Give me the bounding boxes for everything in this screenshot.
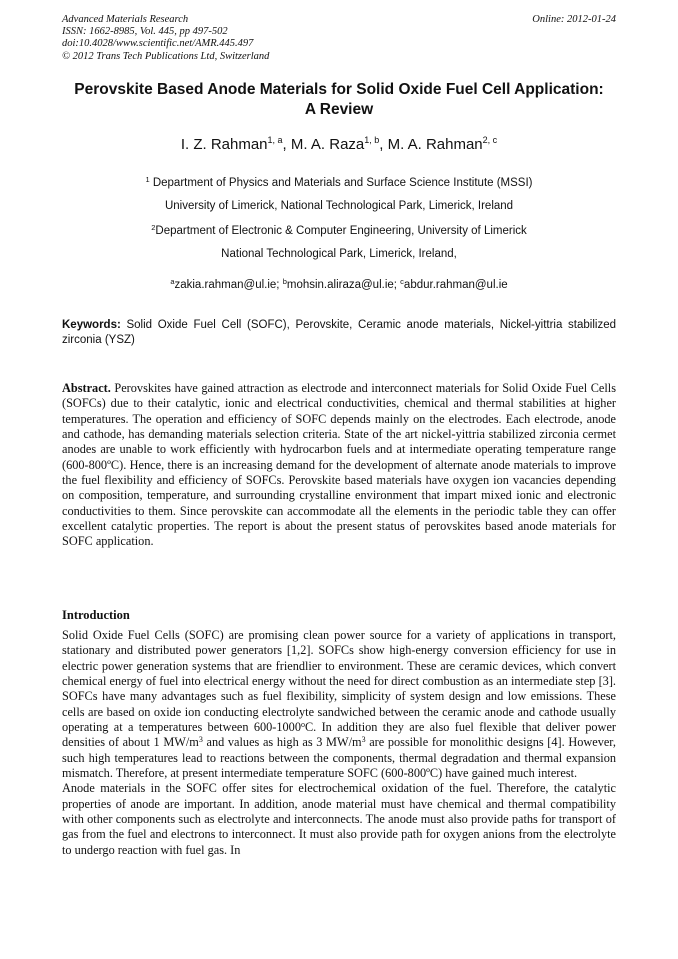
affiliation-2-line-2: National Technological Park, Limerick, Ireland, — [221, 248, 457, 260]
title-line-1: Perovskite Based Anode Materials for Solid Oxide Fuel Cell Application: — [74, 81, 604, 98]
paper-title — [40, 80, 638, 120]
cubic-sup: 3 — [361, 735, 366, 745]
author-separator: , — [282, 136, 291, 153]
copyright-line: © 2012 Trans Tech Publications Ltd, Switzerland — [62, 50, 270, 62]
affiliation-2-sup: 2 — [151, 223, 156, 232]
author-name: M. A. Rahman — [387, 136, 483, 153]
doi-line: doi:10.4028/www.scientific.net/AMR.445.497 — [62, 38, 254, 50]
title-line-2: A Review — [304, 101, 374, 118]
introduction-paragraph-2: Anode materials in the SOFC offer sites for electrochemical oxidation of the fuel. Therefore, the catalytic properties of anode are important. In addition, anode material must have chemical and thermal compatibility with other components such as electrolyte and interconnects. The anode must also provide paths for transport of gas from the fuel and electrons to interconnect. It must also provide path for oxygen anions from the electrolyte to undergo reaction with fuel gas. In — [62, 781, 616, 857]
abstract-label: Abstract. — [62, 381, 111, 395]
author-name: I. Z. Rahman — [180, 136, 268, 153]
introduction-paragraph-1: Solid Oxide Fuel Cells (SOFC) are promising clean power source for a variety of applications in transport, stationary and distributed power generators [1,2]. SOFCs show high-energy conversion efficiency for use in electric power generation systems that are friendlier to environment. These are ceramic devices, which convert chemical energy of fuel into electrical energy without the need for direct combustion as an intermediate step [3]. SOFCs have many advantages such as fuel flexibility, simplicity of system design and low emissions. These cells are based on oxide ion conducting electrolyte sandwiched between the ceramic anode and cathode usually operating at a temperatures between 600-1000$^o$C. In addition they are also fuel flexible that deliver power densities of about 1 $MW/m^3$ and values as high as 3 $MW/m^3$ are possible for monolithic designs [4]. However, such high temperatures lead to reactions between the components, thermal degradation and thermal expansion mismatch. Therefore, at present intermediate temperature SOFC (600-800ºC) have gained much interest. — [62, 628, 616, 781]
issn-line: ISSN: 1662-8985, Vol. 445, pp 497-502 — [62, 26, 228, 38]
introduction-body — [62, 628, 616, 858]
affiliation-2 — [40, 224, 638, 262]
affiliation-1-sup: 1 — [145, 175, 150, 184]
introduction-heading: Introduction — [62, 608, 130, 622]
degree-sup: o — [300, 720, 305, 730]
author-affil-sup: 1, a — [267, 135, 283, 145]
affiliation-1-line-2: University of Limerick, National Technological Park, Limerick, Ireland — [164, 200, 514, 212]
email-a: zakia.rahman@ul.ie; — [174, 279, 283, 291]
affiliation-2-line-1: $^2$Department of Electronic & Computer Engineering, University of Limerick — [151, 223, 527, 237]
email-c: abdur.rahman@ul.ie — [403, 279, 508, 291]
author-separator: , — [379, 136, 388, 153]
email-c-sup: c — [400, 277, 404, 286]
email-b: mohsin.aliraza@ul.ie; — [286, 279, 401, 291]
affiliation-1-line-1: $^1$ Department of Physics and Materials and Surface Science Institute (MSSI) — [145, 175, 533, 189]
journal-header — [62, 14, 616, 63]
author-affil-sup: 2, c — [482, 135, 498, 145]
email-a-sup: a — [170, 277, 175, 286]
online-date: Online: 2012-01-24 — [532, 14, 616, 25]
keywords-label: Keywords: — [62, 319, 121, 331]
email-line — [40, 278, 638, 293]
email-b-sup: b — [282, 277, 287, 286]
author-list — [40, 135, 638, 155]
author-affil-sup: 1, b — [364, 135, 380, 145]
keywords-block — [62, 318, 616, 347]
journal-name: Advanced Materials Research — [62, 14, 189, 25]
author-name: M. A. Raza — [290, 136, 365, 153]
affiliation-1 — [40, 176, 638, 214]
abstract-paragraph — [62, 381, 616, 550]
abstract-text: Perovskites have gained attraction as electrode and interconnect materials for Solid Oxide Fuel Cells (SOFCs) due to their catalytic, ionic and electrical conductivities, chemical and thermal stabilities at higher temperatures. The operation and efficiency of SOFC depends mainly on the electrodes. Each electrode, anode and cathode, has demanding materials selection criteria. State of the art nickel-yittria stabilized zirconia cermet anodes are unable to work efficiently with hydrocarbon fuels and at intermediate operating temperature range (600-800ºC). Hence, there is an increasing demand for the development of alternate anode materials to improve the fuel flexibility and efficiency of SOFCs. Perovskite based materials have oxygen ion vacancies depending on composition, temperature, and surrounding crystalline environment that impart mixed ionic and electronic conductivities to them. Since perovskite can accommodate all the elements in the periodic table they can offer excellent catalytic properties. The report is about the present status of perovskites based anode materials for SOFC application. — [62, 381, 616, 549]
keywords-text: Solid Oxide Fuel Cell (SOFC), Perovskite, Ceramic anode materials, Nickel-yittria stabilized zirconia (YSZ) — [62, 319, 616, 346]
cubic-sup: 3 — [198, 735, 203, 745]
